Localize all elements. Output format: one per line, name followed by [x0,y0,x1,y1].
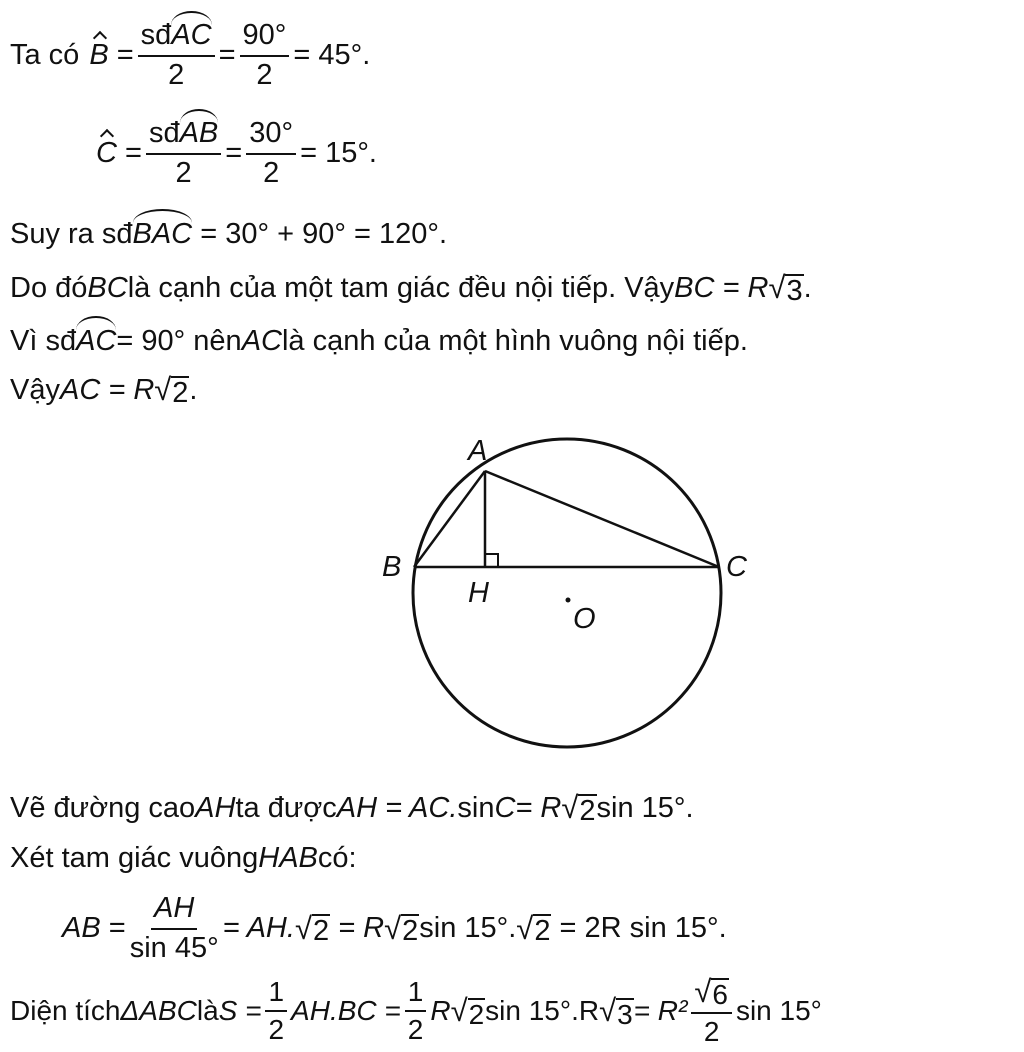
text: Ta có [10,39,80,72]
label-h: H [468,577,489,609]
line-altitude: Vẽ đường cao AH ta được AH = AC. sin C = R √ 2 sin 15°. [10,790,694,827]
center-point [566,598,571,603]
label-a: A [468,435,488,467]
angle-b: B [89,39,109,72]
angle-c: C [96,137,117,170]
line-area: Diện tích ΔABC là S = $\frac{1}{2}$ AH.BC = $\frac{1}{2}$ R √ 2 sin 15°.R √ 3 = R² √ 6 2 sin 15° [10,974,822,1048]
line-arc-bac [10,218,447,251]
fraction-sd-ab: $\frac{\text{sđAB}}{2}$ [146,118,221,190]
fraction-30: $\frac{30^\circ}{2}$ [246,118,296,190]
label-b: B [382,551,402,583]
label-c: C [726,551,747,583]
result: = 45°. [293,39,371,72]
arc-ac: AC [76,325,117,357]
line-bc-side: Do đó BC là cạnh của một tam giác đều nội tiếp. Vậy BC = R √ 3 . [10,270,812,307]
text: Suy ra sđ [10,218,133,250]
line-ac-side: Vì sđ AC = 90° nên AC là cạnh của một hình vuông nội tiếp. [10,325,748,357]
arc-bac: BAC [132,218,193,250]
result: = 15°. [300,137,377,170]
line-ac-value: Vậy AC = R √ 2 . [10,372,198,409]
segment-ab [414,471,485,567]
right-angle-mark [485,554,498,567]
fraction-sd-ac: $\frac{\text{sđAC}}{2}$ [138,20,215,92]
fraction-90: $\frac{90^\circ}{2}$ [240,20,290,92]
line-angle-c: C = $\frac{\text{sđAB}}{2}$ = $\frac{30^\circ}{2}$ = 15°. [96,117,377,189]
sqrt-2: √ 2 [561,790,596,827]
circle-o [413,439,721,747]
line-angle-b: Ta có B = $\frac{\text{sđAC}}{2}$ = $\frac{90^\circ}{2}$ = 45°. [10,19,371,91]
geometry-figure [370,430,770,760]
line-triangle-hab: Xét tam giác vuông HAB có: [10,842,357,874]
label-o: O [573,603,596,635]
text: = 30° + 90° = 120°. [200,218,448,250]
segment-ac [485,471,719,567]
sqrt-3: √ 3 [768,270,803,307]
sqrt-2: √ 2 [154,372,189,409]
line-ab: AB = $\frac{AH}{\sin 45^\circ}$ = AH. √ 2 = R √ 2 sin 15°. √ 2 = 2R sin 15°. [62,892,727,964]
fraction-ah-sin45: $\frac{AH}{\sin 45^\circ}$ [129,892,219,964]
